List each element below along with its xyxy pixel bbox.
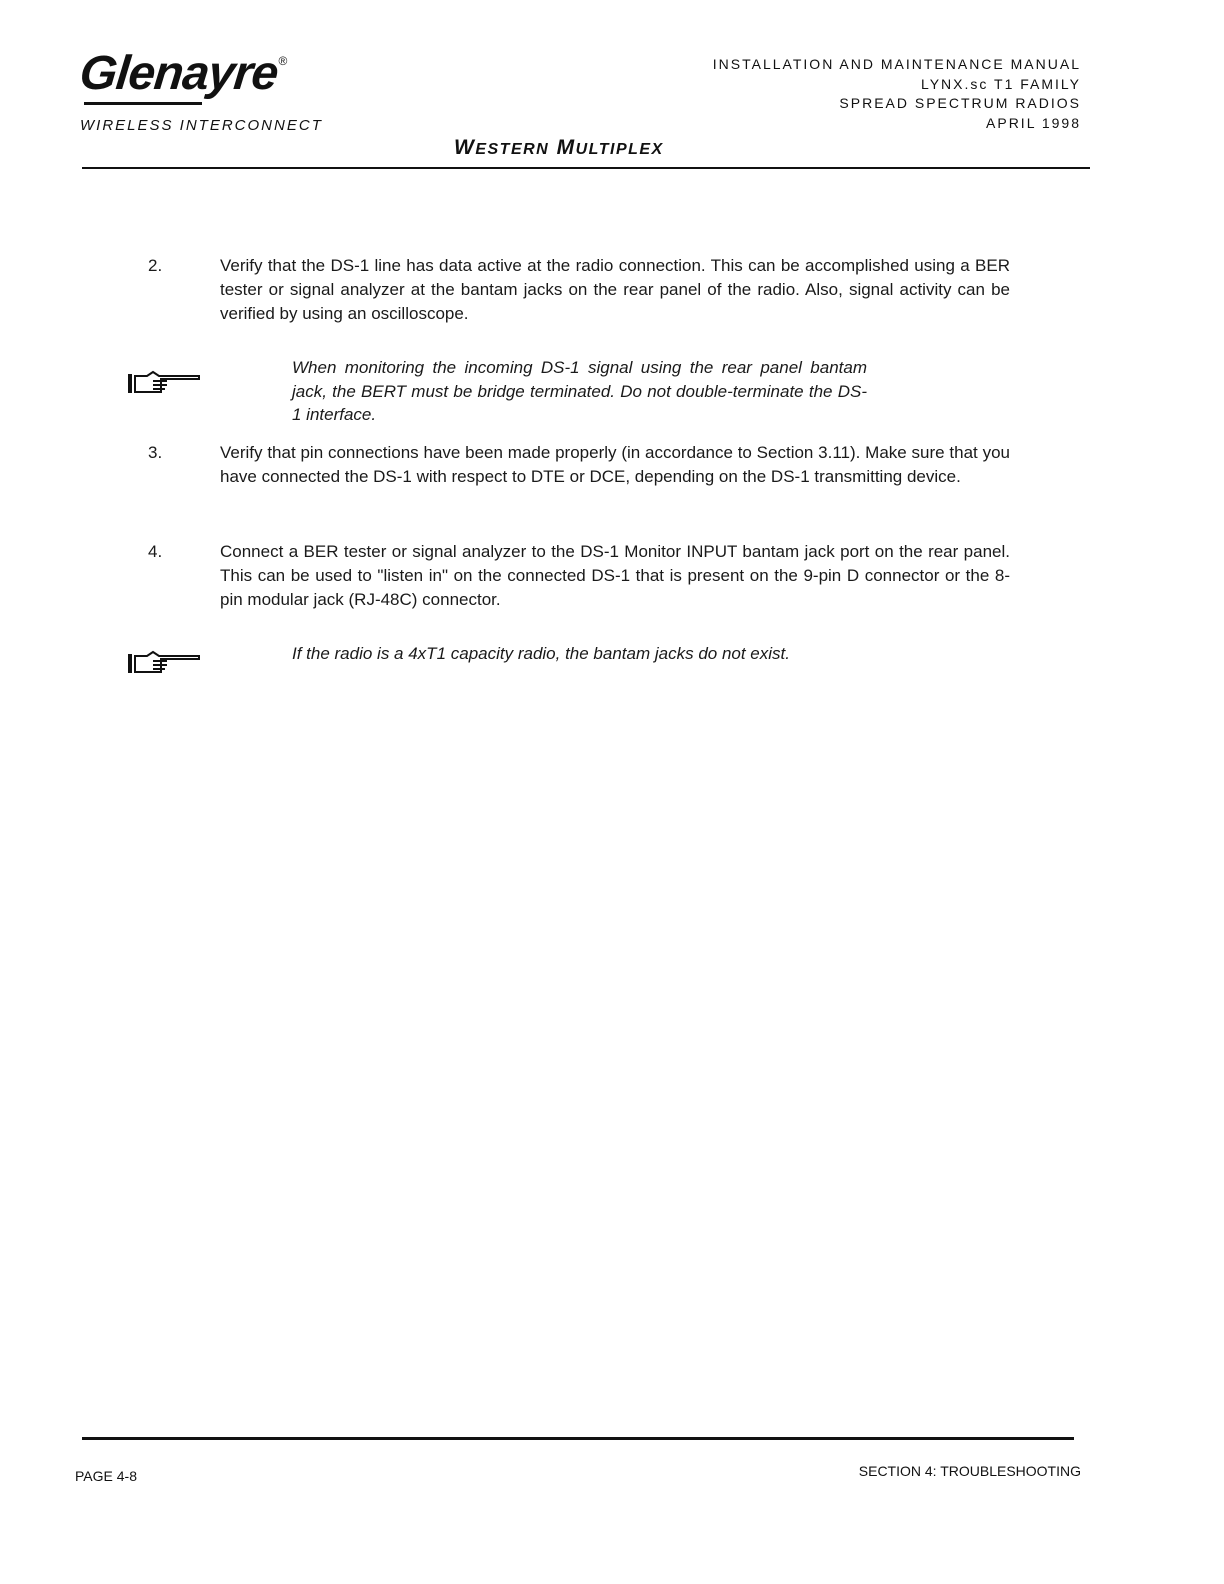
note-bridge-termination <box>125 356 867 427</box>
step-number: 4. <box>148 542 163 561</box>
step-text: Connect a BER tester or signal analyzer to the DS-1 Monitor INPUT bantam jack port on the rear panel. This can be used to "listen in" on the connected DS-1 that is present on the 9-pin D connector or the 8-pin modular jack (RJ-48C) connector. <box>220 542 1010 609</box>
registered-mark: ® <box>278 54 288 68</box>
logo-tagline: WIRELESS INTERCONNECT <box>80 117 323 134</box>
product-type: SPREAD SPECTRUM RADIOS <box>839 95 1081 111</box>
step-4 <box>148 540 1010 612</box>
company-logo <box>77 47 288 100</box>
company-name <box>454 136 664 160</box>
company-initial-m: M <box>556 136 576 159</box>
note-4xt1-bantam <box>125 642 867 666</box>
pointing-hand-icon <box>127 368 203 405</box>
note-text: If the radio is a 4xT1 capacity radio, the bantam jacks do not exist. <box>292 644 790 663</box>
company-word-ultiplex: ULTIPLEX <box>575 141 664 158</box>
product-family: LYNX.sc T1 FAMILY <box>920 75 1081 92</box>
step-text: Verify that pin connections have been made properly (in accordance to Section 3.11). Make sure that you have connected the DS-1 with respect to DTE or DCE, depending on the DS-1 transmitting device. <box>220 443 1010 486</box>
manual-title: INSTALLATION AND MAINTENANCE MANUAL <box>712 56 1081 72</box>
step-2 <box>148 254 1010 326</box>
header-rule <box>82 167 1090 169</box>
page-number: PAGE 4-8 <box>75 1468 137 1484</box>
logo-wordmark: Glenayre <box>77 47 281 100</box>
publication-date: APRIL 1998 <box>986 114 1081 131</box>
company-word-estern: ESTERN <box>475 141 550 158</box>
note-text: When monitoring the incoming DS-1 signal using the rear panel bantam jack, the BERT must be bridge terminated. Do not double-terminate the DS-1 interface. <box>292 358 867 424</box>
logo-underline <box>84 102 202 105</box>
manual-header <box>713 55 1081 133</box>
step-number: 2. <box>148 256 163 275</box>
footer-rule <box>82 1437 1074 1440</box>
company-initial-w: W <box>454 136 476 159</box>
step-text: Verify that the DS-1 line has data active at the radio connection. This can be accomplished using a BER tester or signal analyzer at the bantam jacks on the rear panel of the radio. Also, signal activity can be verified by using an oscilloscope. <box>220 256 1010 323</box>
section-title: SECTION 4: TROUBLESHOOTING <box>858 1463 1081 1479</box>
pointing-hand-icon <box>127 648 203 685</box>
step-3 <box>148 441 1010 489</box>
step-number: 3. <box>148 443 163 462</box>
